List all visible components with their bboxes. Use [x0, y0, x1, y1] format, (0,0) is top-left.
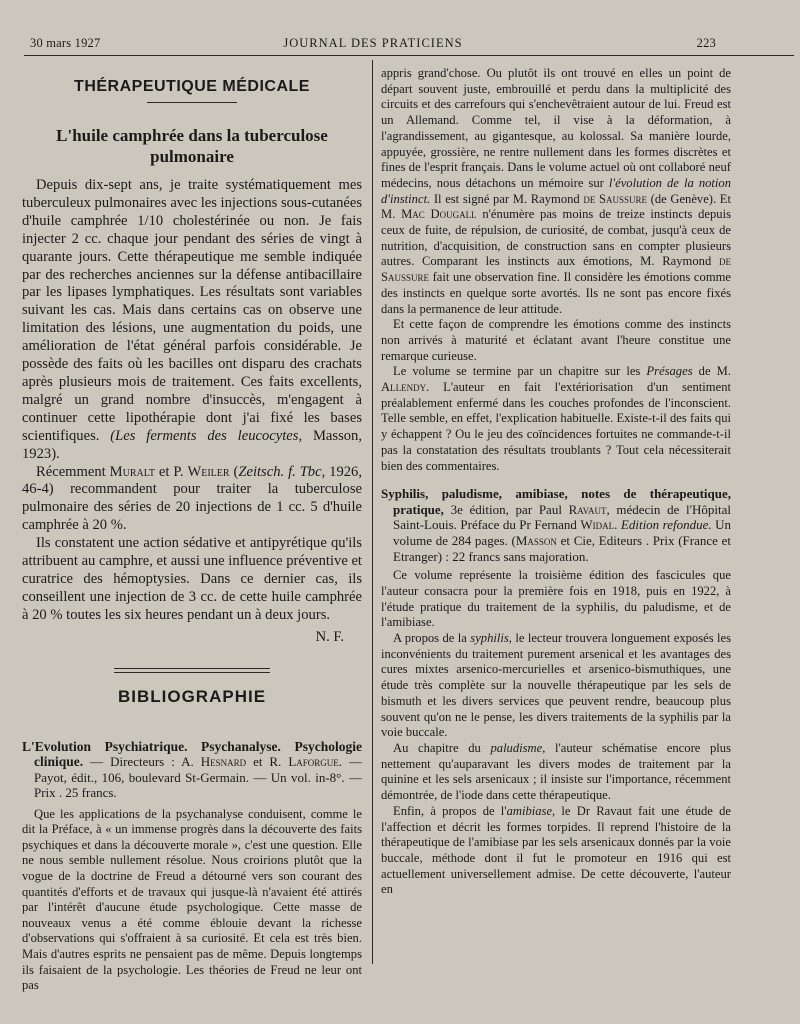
header-rule [24, 55, 794, 56]
book-reference: Syphilis, paludisme, amibiase, notes de thérapeutique, pratique, 3e édition, par Paul Ravaut, médecin de l'Hôpital Saint-Louis. Préface du Pr Fernand Widal. Edition refondue. Un volume de 284 pages. (Masson et Cie, Editeurs . Prix (France et Etranger) : 22 francs sans majoration. [381, 486, 732, 564]
column-divider [372, 60, 373, 964]
review-paragraph: Enfin, à propos de l'amibiase, le Dr Ravaut fait une étude de l'affection et décrit les formes torpides. Il reprend l'histoire de la thérapeutique de l'amibiase par les sels arsenicaux donnés par la voie buccale, méthode dont il fut le promoteur en 1916 qui est actuellement universellement admise. De cette découverte, l'auteur en [381, 803, 731, 897]
article-title-line-1: L'huile camphrée dans la tuberculose [56, 126, 328, 145]
running-header [30, 34, 716, 54]
review-paragraph: Que les applications de la psychanalyse conduisent, comme le dit la Préface, à « un immense progrès dans la découverte des faits psychiques et dans la découverte morale », c'est une question. Elle ne nous semble nullement résolue. Nous croirions plutôt que la vogue de la doctrine de Freud a détourné vers son courant des quantités d'efforts et de travaux qui jusque-là n'avaient été attirés par l'intérêt d'aucune étude psychologique. Cette masse de nouveaux venus a été comme éblouie devant la richesse d'observations qui s'offraient à sa curiosité. Et cela est très bien. Mais d'autres esprits ne pensaient pas de même. Depuis longtemps ils faisaient de la psychologie. Les théories de Freud ne leur ont pas [22, 806, 362, 993]
article-paragraph: Ils constatent une action sédative et antipyrétique qu'ils attribuent au camphre, et aussi une influence préventive et curatrice des hémoptysies. Dans ce dernier cas, ils conseillent une injection de 3 cc. de cette huile camphrée à 20 % toutes les six heures pendant un à deux jours. [22, 535, 362, 623]
review-paragraph: appris grand'chose. Ou plutôt ils ont trouvé en elles un point de départ souvent juste, embrouillé et perdu dans la multiplicité des circuits et des carrefours qui s'enchevêtraient autour de lui. Freud est un Allemand. Comme tel, il vise à la déformation, à l'agrandissement, au gigantesque, au kolossal. Sa manière lourde, appuyée, grossière, ne rentre nullement dans les formes discrètes et fines de l'esprit français. Dans le volume actuel où ont collaboré neuf médecins, nous détachons un mémoire sur l'évolution de la notion d'instinct. Il est signé par M. Raymond de Saussure (de Genève). Et M. Mac Dougall n'énumère pas moins de treize instincts depuis ceux de fuite, de répulsion, de curiosité, de combat, jusqu'à ceux de nutrition, d'acquisition, de construction sans en compter plusieurs autres. Comparant les instincts aux émotions, M. Raymond de Saussure fait une observation fine. Il considère les émotions comme des instincts en quelque sorte avortés. Ils ne sont pas encore fixés dans la permanence de leur attitude. [381, 66, 732, 316]
journal-title: JOURNAL DES PRATICIENS [283, 36, 463, 50]
right-column [381, 66, 731, 898]
review-paragraph: Et cette façon de comprendre les émotions comme des instincts non arrivés à maturité et éclatant avant l'heure constitue une remarque curieuse. [381, 317, 731, 363]
article-title-line-2: pulmonaire [150, 147, 234, 166]
double-rule [114, 668, 270, 673]
article-body [22, 177, 362, 625]
article-title [22, 125, 362, 167]
review-paragraph: A propos de la syphilis, le lecteur trouvera longuement exposés les inconvénients du traitement purement arsenical et les avantages des cures mixtes arsenico-mercurielles et arsenico-bismuthiques, une étude très complète sur la nouvelle thérapeutique par les sels de bismuth et les divers services que peuvent rendre, beaucoup plus souvent qu'on ne le pense, les divers traitements de la syphilis par la voie buccale. [381, 631, 731, 740]
author-signature: N. F. [315, 628, 344, 645]
section-title: THÉRAPEUTIQUE MÉDICALE [74, 78, 310, 95]
review-paragraph: Le volume se termine par un chapitre sur les Présages de M. Allendy. L'auteur en fait l'extériorisation d'un sentiment préalablement enfermé dans les couches profondes de l'inconscient. Telle semble, en effet, l'explication habituelle. Existe-t-il des faits qui y échappent ? Ou le jeu des coïncidences fortuites ne commande-t-il pas la constatation des résultats troublants ? Tout cela nécessiterait bien des commentaires. [381, 364, 732, 473]
bibliography-title: BIBLIOGRAPHIE [117, 686, 267, 706]
page-number: 223 [696, 36, 716, 50]
review-paragraph: Ce volume représente la troisième édition des fascicules que l'auteur consacra pour la première fois en 1918, puis en 1922, à l'étude pratique du traitement de la syphilis, du paludisme, et de l'amibiase. [381, 568, 731, 630]
section-rule [147, 102, 237, 103]
issue-date: 30 mars 1927 [30, 36, 101, 50]
article-paragraph: Depuis dix-sept ans, je traite systématiquement mes tuberculeux pulmonaires avec les injections sous-cutanées d'huile camphrée 1/10 cholestérinée ou non. Je fais injecter 2 cc. chaque jour pendant des séries de vingt à quarante jours. Cette thérapeutique me semble indiquée par des recherches anciennes sur la défense antibacillaire par les lipases lymphatiques. Les résultats sont variables suivant les cas. Mais dans certains cas on observe une limitation des lésions, une augmentation du poids, une amélioration de l'état général parfois considérable. Je possède des faits où les bacilles ont disparu des crachats après plusieurs mois de traitement. Ces faits excellents, malgré un grand nombre d'insuccès, m'engagent à continuer cette lipothérapie dont j'ai fixé les bases scientifiques. (Les ferments des leucocytes, Masson, 1923). [22, 177, 363, 462]
review-paragraph: Au chapitre du paludisme, l'auteur schématise encore plus nettement qu'auparavant les divers modes de traitement par la quinine et les sels arsenicaux ; il insiste sur l'importance, récemment démontrée, de l'iode dans cette thérapeutique. [381, 740, 731, 803]
book-review [22, 807, 362, 994]
review-continued [381, 66, 731, 474]
book-reference: L'Evolution Psychiatrique. Psychanalyse. Psychologie clinique. — Directeurs : A. Hesnard et R. Laforgue. — Payot, édit., 106, boulevard St-Germain. — Un vol. in-8°. — Prix . 25 francs. [22, 738, 363, 801]
article-paragraph: Récemment Muralt et P. Weiler (Zeitsch. f. Tbc, 1926, 46-4) recommandent pour traiter la tuberculose pulmonaire des séries de 20 injections de 1 cc. 5 d'huile camphrée à 20 %. [22, 463, 362, 534]
left-column [22, 74, 362, 994]
book-review [381, 568, 731, 898]
